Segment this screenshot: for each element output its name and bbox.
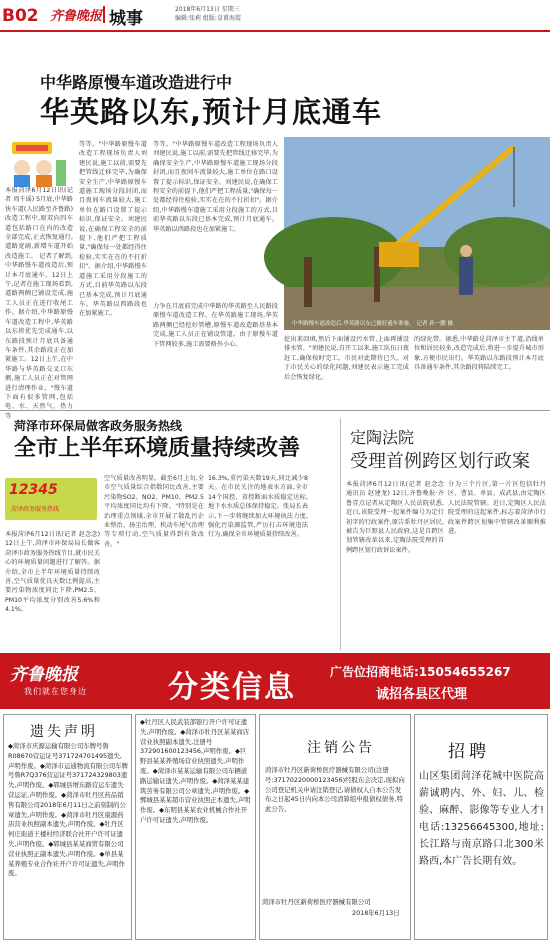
- masthead-logo: 齐鲁晚报: [50, 9, 103, 24]
- photo-caption: 中华路慢车道改造后,华英路以东已做好通车准备。 记者 孙一鹏 摄: [292, 321, 453, 327]
- lead-column-5-body: 的绿化带。据悉,中华路是菏泽市主干道,沿线单位和居民较多,改造完成后,将进一步提升城市形象,方便市民出行。华英路以东路段预计本月底具备通车条件,其余路段将陆续完工。: [414, 336, 544, 372]
- lead-column-1-top: 本报菏泽6月12日讯(记者 周千谣) 5月底,中华路快车道(人民路至齐鲁路)改造工程中,原双向四车道包括路口在内的改造全部完成,正式恢复通行,道路宽阔,新增车道开始改造施工。: [5, 187, 73, 260]
- masthead-date: 2018年6月13日 星期三: [175, 6, 240, 13]
- lead-column-5: [414, 335, 544, 405]
- cartoon-illustration: [0, 140, 70, 188]
- construction-photo: [284, 137, 550, 330]
- section-title: 城事: [109, 9, 143, 29]
- masthead: [0, 0, 550, 32]
- lost-notice-body: ◆菏泽市庆源运输有限公司车牌号鲁R08670营运证号371724701495遗失,声明作废。◆菏泽市运通物流有限公司车牌号鲁R7Q376营运证号371724329803遗失,声明作废。◆郓城县增东路营运车遗失营运证,声明作废。◆菏泽市牡丹区药品销售有限公司2018年6月11日之前刻制的公章遗失,声明作废。◆菏泽市牡丹区康源药店营业执照副本遗失,声明作废。◆牡丹区何庄街道王楼村经济联合社开户许可证遗失,声明作废。◆郓城县某某商贸有限公司营业执照正副本遗失,声明作废。◆单县某某养殖专业合作社开户许可证遗失,声明作废。: [8, 742, 128, 878]
- lead-column-1-body: 记者了解到,中华路慢车道改造后,预计本月底通车。12日上午,记者在施工现场看到,道路两侧已铺设完成,施工人员正在进行收尾工作。据介绍,中华路原慢车道改造工程中,华英路以东将优先完成通车,以东路段预计月底具备通车条件,其余路段正在加紧施工。12日上午,在中华路与华英路交叉口东侧,施工人员正在对管网进行清理作业。"慢车道下面有很多管网,包括电、水、天然气、热力等: [5, 252, 74, 420]
- court-headline: 受理首例跨区划行政案: [350, 451, 530, 472]
- masthead-meta: [175, 5, 241, 23]
- lead-column-2b: [153, 140, 278, 300]
- hotline-badge: [5, 478, 97, 520]
- cancel-notice-date: 2018年6月13日: [352, 909, 400, 917]
- court-column-2-body: 分为三个片区,第一片区包括牡丹区、曹县、单县、成武县,由定陶区人民法院管辖。近日,定陶区人民法院受理的这起案件,标志着菏泽市行政案件跨区划集中管辖改革顺利推进。: [448, 481, 546, 536]
- cancel-notice-title: 注销公告: [307, 740, 375, 756]
- hotline-number: 12345: [9, 482, 58, 498]
- lead-column-4: [284, 335, 409, 405]
- banner-phone: 广告位招商电话:15054655267: [330, 665, 511, 679]
- banner-title: 分类信息: [168, 670, 296, 705]
- env-headline: 全市上半年环境质量持续改善: [14, 436, 301, 461]
- env-column-3: [208, 474, 308, 648]
- lost-notice-body-2: ◆牡丹区人民武装部银行开户许可证遗失,声明作废。◆菏泽市牡丹区某某商店营业执照副本遗失,注册号372901600123456,声明作废。◆巨野县某某养殖场营业执照遗失,声明作废。◆菏泽市某某运输有限公司车辆道路运输证遗失,声明作废。◆菏泽某某建筑劳务有限公司公章遗失,声明作废。◆鄄城县某某超市营业执照正本遗失,声明作废。◆东明县某某农业机械合作社开户许可证遗失,声明作废。: [140, 718, 251, 824]
- lead-column-4-body: 挖出来回填,然后下面铺设污水管,上面再铺设排水管。"刘建民说,自开工以来,施工队伍日夜赶工,确保按时完工。市民对此期待已久。对于市民关心的绿化问题,刘建民表示施工完成后会恢复绿化。: [284, 336, 409, 381]
- env-column-1-body: 本报菏泽6月12日讯(记者 赵念念) 12日上午,菏泽市环保局局长做客菏泽市政务服务热线节目,就市民关心的环境质量问题进行了解答。据介绍,全市上半年环境质量持续改善,空气质量优良天数比例提高,主要污染物浓度同比下降,PM2.5、PM10平均浓度分别改善5.6%和4.1%。: [5, 531, 100, 614]
- banner-franchise: 诚招各县区代理: [376, 687, 468, 702]
- lead-column-2b-body: 等等。"中华路原慢车道改造工程现场负责人刘建民说,施工以前,需要先把管线迁移完毕,为确保安全生产,中华路原慢车道施工现场分段封闭,而且夜间车流量较大,施工单位在路口设置了提示标识,保证安全。刘建民说,在确保工程安全的前提下,他们严把工程质量,"确保每一处都经得住检验,实实在在的不打折扣"。据介绍,中华路慢车道施工采用分段施工的方式,目前华英路以东段已基本完成,预计月底通车。华英路以西路段也在加紧施工。: [153, 141, 278, 233]
- lead-kicker: 中华路原慢车道改造进行中: [40, 73, 233, 92]
- classifieds-banner: [0, 653, 550, 709]
- lead-column-2: [79, 140, 147, 408]
- lead-column-3-body: 力争在月底前完成中华路的华英路至人民路段原慢车道改造工程。在华英路施工现场,华英路两侧已经挖好管槽,原慢车道改造路基基本完成,施工人员正在铺设管道。由于原慢车道下管网较多,施工需要格外小心。: [153, 303, 278, 348]
- court-column-1: [346, 480, 444, 648]
- column-divider: [340, 418, 341, 650]
- env-column-2: [104, 474, 204, 648]
- cancel-notice-company: 菏泽市牡丹区新荷桥医疗器械有限公司: [262, 898, 371, 906]
- env-column-3-body: 16.3%,重污染天数19天,同比减少8天。在市民关注的地表水方面,全市14个国控、省控断面水质稳定达标,地下水水质总体保持稳定。张局长表示,下一步将继续加大环境执法力度,强化污染源监管,严厉打击环境违法行为,确保全市环境质量持续改善。: [208, 475, 308, 539]
- lead-column-2-body: 等等。"中华路原慢车道改造工程现场负责人刘建民说,施工以前,需要先把管线迁移完毕,为确保安全生产,中华路原慢车道施工现场分段封闭,而且夜间车流量较大,施工单位在路口设置了提示标识,保证安全。刘建民说,在确保工程安全的前提下,他们严把工程质量,"确保每一处都经得住检验,实实在在的不打折扣"。据介绍,中华路慢车道施工采用分段施工的方式,目前华英路以东段已基本完成,预计月底通车。华英路以西路段也在加紧施工。: [79, 141, 147, 318]
- cancel-notice-body: 菏泽市牡丹区新荷桥医疗器械有限公司(注册号:37170220000123456)经股东会决定,现拟向公司登记机关申请注销登记,请债权人自本公告发布之日起45日内向本公司清算组申报债权债务,特此公告。: [265, 766, 405, 814]
- hiring-ad-body: 山区集团菏泽花城中医院高薪诚聘内、外、妇、儿、检验、麻醉、影像等专业人才!电话:13256645300,地址:长江路与南京路口北300米路西,本广告长期有效。: [419, 771, 544, 867]
- masthead-divider: [103, 6, 105, 23]
- masthead-editors: 编辑:张莉 组版:皇甫海霞: [175, 15, 241, 22]
- lead-column-3: [153, 302, 278, 402]
- lead-headline: 华英路以东,预计月底通车: [40, 95, 383, 129]
- banner-logo: 齐鲁晚报: [10, 665, 78, 685]
- hiring-ad-title: 招聘: [448, 742, 490, 762]
- env-column-1: [5, 530, 100, 648]
- lost-notice-title: 遗失声明: [30, 724, 98, 740]
- section-divider: [0, 410, 550, 411]
- lead-column-1: [5, 186, 74, 420]
- hotline-subtitle: 菏泽政务服务热线: [11, 506, 60, 513]
- court-column-2: [448, 480, 546, 648]
- env-kicker: 菏泽市环保局做客政务服务热线: [14, 419, 183, 433]
- banner-slogan: 我们就在您身边: [24, 687, 87, 696]
- env-column-2-body: 空气质量改善明显。截至6月上旬,全市空气质量综合指数同比改善,主要污染物SO2、NO2、PM10、PM2.5平均浓度同比均有下降。"特别是在治理重点领域,全市开展了散乱污企业整治、扬尘治理、机动车尾气治理等专项行动,空气质量得到有效改善。": [104, 475, 204, 548]
- page-number: B02: [2, 6, 39, 26]
- court-kicker: 定陶法院: [350, 428, 415, 447]
- court-column-1-body: 本报菏泽6月12日讯(记者 赵念念 通讯员 赵建龙) 12日,齐鲁晚报·齐鲁壹点记者从定陶区人民法院获悉,近日,该院受理一起案件编号为定行初字的行政案件,原告系牡丹区居民,被告为巨野县人民政府,这是自跨区划管辖改革以来,定陶法院受理的首例跨区划行政诉讼案件。: [346, 481, 444, 554]
